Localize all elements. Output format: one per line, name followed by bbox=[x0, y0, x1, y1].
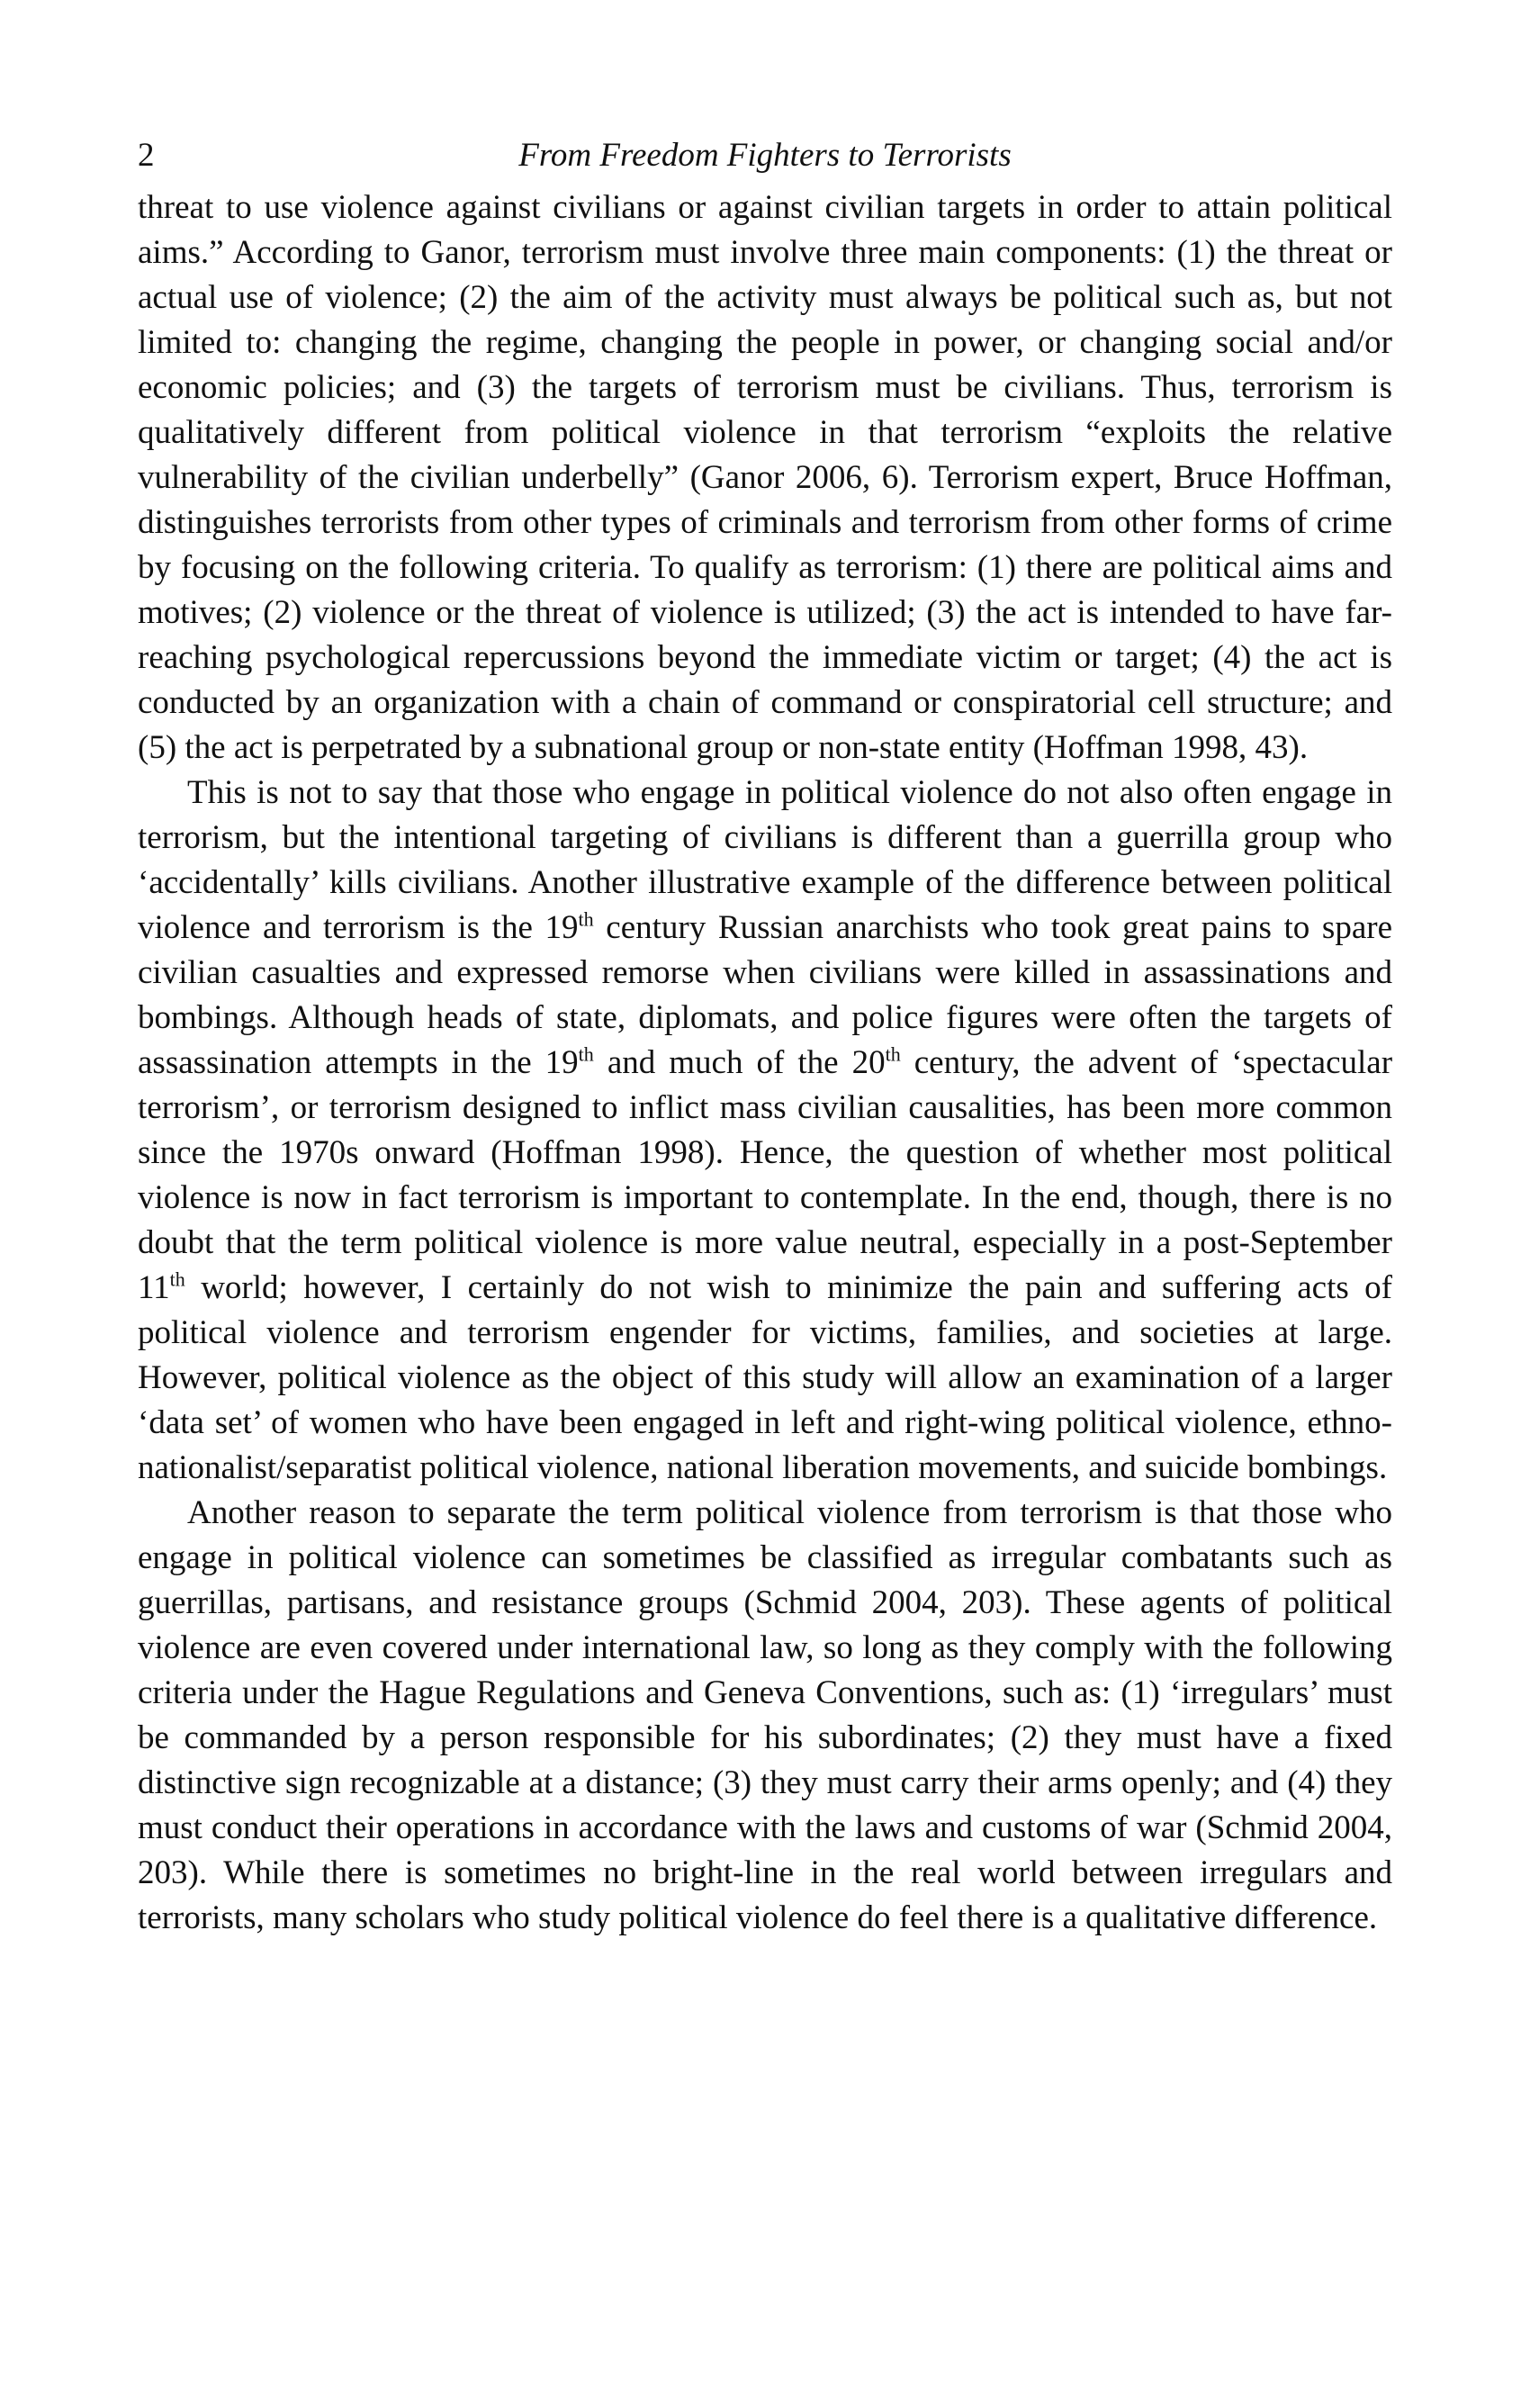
paragraph-3: Another reason to separate the term political violence from terrorism is that those who engage in political violence can sometimes be classified as irregular combatants such as guerrillas, partisans, and resistance groups (Schmid 2004, 203). These agents of political violence are even covered under international law, so long as they comply with the following criteria under the Hague Regulations and Geneva Conventions, such as: (1) ‘irregulars’ must be commanded by a person responsible for his subordinates; (2) they must have a fixed distinctive sign recognizable at a distance; (3) they must carry their arms openly; and (4) they must conduct their operations in accordance with the laws and customs of war (Schmid 2004, 203). While there is sometimes no bright-line in the real world between irregulars and terrorists, many scholars who study political violence do feel there is a qualitative difference. bbox=[138, 1494, 1392, 1936]
paragraph-1: threat to use violence against civilians or against civilian targets in order to attain political aims.” According to Ganor, terrorism must involve three main components: (1) the threat or actual use of violence; (2) the aim of the activity must always be political such as, but not limited to: changing the regime, changing the people in power, or changing social and/or economic policies; and (3) the targets of terrorism must be civilians. Thus, terrorism is qualitatively different from political violence in that terrorism “exploits the relative vulnerability of the civilian underbelly” (Ganor 2006, 6). Terrorism expert, Bruce Hoffman, distinguishes terrorists from other types of criminals and terrorism from other forms of crime by focusing on the following criteria. To qualify as terrorism: (1) there are political aims and motives; (2) violence or the threat of violence is utilized; (3) the act is intended to have far-reaching psychological repercussions beyond the immediate victim or target; (4) the act is conducted by an organization with a chain of command or conspiratorial cell structure; and (5) the act is perpetrated by a subnational group or non-state entity (Hoffman 1998, 43). bbox=[138, 189, 1392, 766]
running-title: From Freedom Fighters to Terrorists bbox=[518, 137, 1012, 174]
body-text bbox=[138, 185, 1392, 1941]
paragraph-2 bbox=[138, 771, 1392, 1491]
ordinal-suffix: th bbox=[578, 907, 594, 931]
ordinal-suffix: th bbox=[169, 1267, 185, 1291]
page-number: 2 bbox=[138, 137, 155, 174]
ordinal-suffix: th bbox=[578, 1042, 594, 1066]
page-header bbox=[138, 133, 1392, 178]
paragraph-2-part-5: world; however, I certainly do not wish to minimize the pain and suffering acts of political violence and terrorism engender for victims, families, and societies at large. However, political violence as the object of this study will allow an examination of a larger ‘data set’ of women who have been engaged in left and right-wing political violence, ethno-nationalist/separatist political violence, national liberation movements, and suicide bombings. bbox=[138, 1269, 1392, 1486]
paragraph-2-part-2: century Russian anarchists who took great pains to spare civilian casualties and expressed remorse when civilians were killed in assassinations and bombings. Although heads of state, diplomats, and police figures were often the targets of assassination attempts in the 19 bbox=[138, 909, 1392, 1081]
paragraph-2-part-1: This is not to say that those who engage in political violence do not also often engage in terrorism, but the intentional targeting of civilians is different than a guerrilla group who ‘accidentally’ kills civilians. Another illustrative example of the difference between political violence and terrorism is the 19 bbox=[138, 774, 1392, 946]
ordinal-suffix: th bbox=[885, 1042, 901, 1066]
paragraph-2-part-3: and much of the 20 bbox=[593, 1044, 886, 1081]
paragraph-2-part-4: century, the advent of ‘spectacular terrorism’, or terrorism designed to inflict mass civilian causalities, has been more common since the 1970s onward (Hoffman 1998). Hence, the question of whether most political violence is now in fact terrorism is important to contemplate. In the end, though, there is no doubt that the term political violence is more value neutral, especially in a post-September 11 bbox=[138, 1044, 1393, 1306]
